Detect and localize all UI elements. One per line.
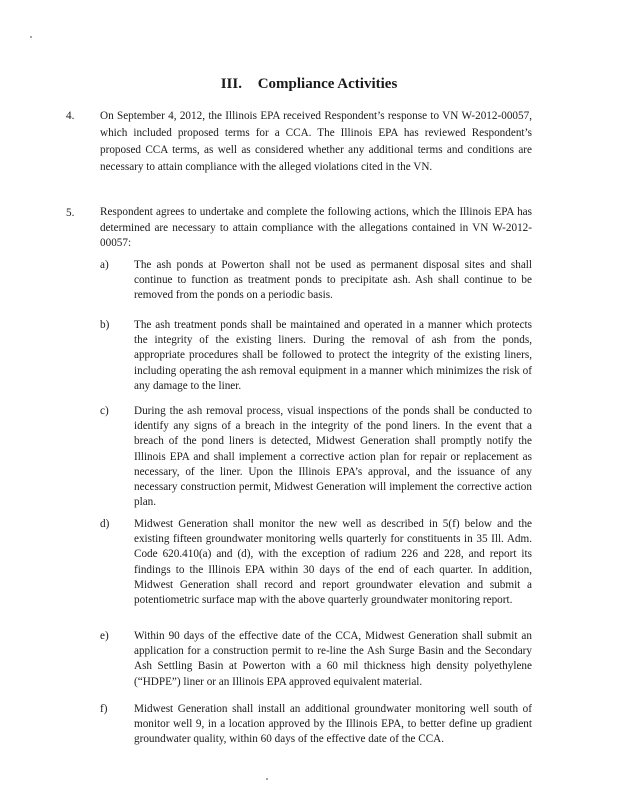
item-label: a) — [100, 259, 109, 271]
item-label: d) — [100, 518, 110, 530]
paragraph-number: 5. — [66, 207, 75, 219]
item-label: c) — [100, 405, 109, 417]
scan-speck — [266, 778, 268, 780]
item-text: Midwest Generation shall install an additional groundwater monitoring well south of monitor well 9, in a location approved by the Illinois EPA, to better define up gradient groundwater quality, within 60 days of the effective date of the CCA. — [134, 703, 532, 746]
item-label: f) — [100, 703, 108, 715]
item-label: e) — [100, 630, 109, 642]
item-text: The ash treatment ponds shall be maintained and operated in a manner which protects the integrity of the existing liners. During the removal of ash from the ponds, appropriate procedures shall be followed to protect the integrity of the existing liners, including operating the ash removal equipment in a manner which minimizes the risk of any damage to the liner. — [134, 319, 532, 392]
scan-speck — [30, 36, 32, 38]
paragraph-text: Respondent agrees to undertake and complete the following actions, which the Illinois EPA has determined are necessary to attain compliance with the allegations contained in VN W-2012-00057: — [100, 206, 532, 249]
section-number: III. — [220, 76, 242, 92]
item-text: The ash ponds at Powerton shall not be used as permanent disposal sites and shall continue to function as treatment ponds to precipitate ash. Ash shall continue to be removed from the ponds on a periodic basis. — [134, 259, 532, 302]
paragraph-text: On September 4, 2012, the Illinois EPA received Respondent’s response to VN W-2012-00057, which included proposed terms for a CCA. The Illinois EPA has reviewed Respondent’s proposed CCA terms, as well as considered whether any additional terms and conditions are necessary to attain compliance with the alleged violations cited in the VN. — [100, 110, 532, 173]
item-text: Within 90 days of the effective date of the CCA, Midwest Generation shall submit an application for a construction permit to re-line the Ash Surge Basin and the Secondary Ash Settling Basin at Powerton with a 60 mil thickness high density polyethylene (“HDPE”) liner or an Illinois EPA approved equivalent material. — [134, 630, 532, 688]
section-heading — [0, 76, 618, 93]
paragraph-number: 4. — [66, 110, 75, 122]
item-text: During the ash removal process, visual inspections of the ponds shall be conducted to identify any signs of a breach in the integrity of the pond liners. In the event that a breach of the pond liners is detected, Midwest Generation shall promptly notify the Illinois EPA and shall implement a corrective action plan for repair or replacement as necessary, of the liner. Upon the Illinois EPA’s approval, and the issuance of any necessary construction permit, Midwest Generation will implement the corrective action plan. — [134, 405, 532, 509]
item-text: Midwest Generation shall monitor the new well as described in 5(f) below and the existing fifteen groundwater monitoring wells quarterly for constituents in 35 Ill. Adm. Code 620.410(a) and (d), with the exception of radium 226 and 228, and report its findings to the Illinois EPA within 30 days of the end of each quarter. In addition, Midwest Generation shall record and report groundwater elevation and submit a potentiometric surface map with the above quarterly groundwater monitoring report. — [134, 518, 532, 607]
item-label: b) — [100, 319, 110, 331]
section-title: Compliance Activities — [257, 76, 398, 92]
